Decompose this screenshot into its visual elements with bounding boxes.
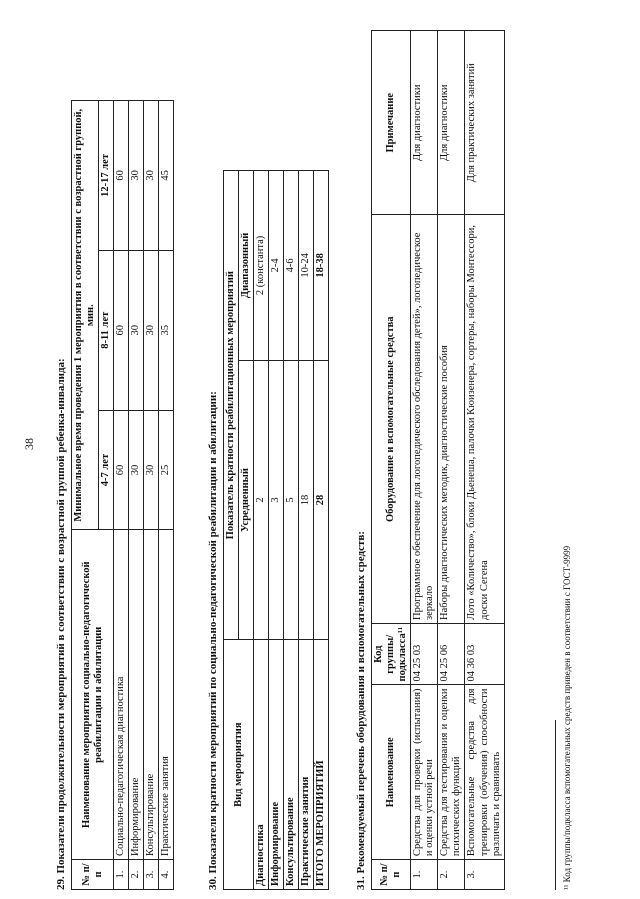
row-name: Консультирование xyxy=(144,530,159,860)
frequency-table xyxy=(223,170,329,890)
section-30-title: 30. Показатели кратности мероприятий по социально-педагогической реабилитации и абилитации: xyxy=(207,391,219,890)
cell-range: 18-38 xyxy=(314,171,329,361)
table-row xyxy=(299,171,314,890)
table-row xyxy=(411,31,438,890)
table-row xyxy=(159,101,174,890)
header-min-time: Минимальное время проведения 1 мероприятия в соответствии с возрастной группой, мин. xyxy=(72,101,99,530)
header-age-group: 12-17 лет xyxy=(99,101,114,251)
page-number: 38 xyxy=(22,438,36,450)
header-name: Наименование xyxy=(372,685,411,860)
header-num: № п/п xyxy=(72,860,114,890)
row-name: Информирование xyxy=(129,530,144,860)
row-name: Вспомогательные средства для тренировки (обучения) способности различать и сравнивать xyxy=(465,685,504,860)
cell-value: 60 xyxy=(114,101,129,251)
cell-value: 30 xyxy=(144,250,159,410)
header-event-name: Наименование мероприятия социально-педагогической реабилитации и абилитации xyxy=(72,530,114,860)
row-name: Средства для проверки (испытания) и оценки устной речи xyxy=(411,685,438,860)
row-name: Средства для тестирования и оценки психических функций xyxy=(438,685,465,860)
row-name: Социально-педагогическая диагностика xyxy=(114,530,129,860)
row-num: 1. xyxy=(114,860,129,890)
row-name: Практические занятия xyxy=(159,530,174,860)
cell-value: 30 xyxy=(129,410,144,530)
row-num: 1. xyxy=(411,860,438,890)
table-row xyxy=(144,101,159,890)
cell-range: 2-4 xyxy=(269,171,284,361)
row-name: Консультирование xyxy=(284,640,299,890)
cell-average: 28 xyxy=(314,360,329,640)
row-code: 04 25 03 xyxy=(411,624,438,685)
cell-value: 30 xyxy=(144,101,159,251)
row-name: Информирование xyxy=(269,640,284,890)
row-note: Для диагностики xyxy=(411,31,438,215)
duration-table xyxy=(71,100,174,890)
cell-average: 18 xyxy=(299,360,314,640)
cell-average: 3 xyxy=(269,360,284,640)
header-age-group: 4-7 лет xyxy=(99,410,114,530)
table-row xyxy=(438,31,465,890)
table-row xyxy=(269,171,284,890)
row-num: 2. xyxy=(129,860,144,890)
cell-value: 35 xyxy=(159,250,174,410)
row-equipment: Программное обеспечение для логопедического обследования детей», логопедическое зеркало xyxy=(411,215,438,624)
table-row xyxy=(254,171,269,890)
row-num: 2. xyxy=(438,860,465,890)
cell-range: 10-24 xyxy=(299,171,314,361)
row-name: ИТОГО МЕРОПРИЯТИЙ xyxy=(314,640,329,890)
row-note: Для диагностики xyxy=(438,31,465,215)
header-range: Диапазонный xyxy=(239,171,254,361)
table-row xyxy=(129,101,144,890)
header-average: Усредненный xyxy=(239,360,254,640)
row-code: 04 36 03 xyxy=(465,624,504,685)
row-equipment: Наборы диагностических методик, диагностические пособия xyxy=(438,215,465,624)
header-num: № п/п xyxy=(372,860,411,890)
section-31-title: 31. Рекомендуемый перечень оборудования и вспомогательных средств: xyxy=(355,531,367,890)
cell-value: 60 xyxy=(114,410,129,530)
cell-average: 2 xyxy=(254,360,269,640)
header-age-group: 8-11 лет xyxy=(99,250,114,410)
header-event-kind: Вид мероприятия xyxy=(224,640,254,890)
header-code: Код группы/ подкласса¹¹ xyxy=(372,624,411,685)
row-name: Диагностика xyxy=(254,640,269,890)
cell-value: 30 xyxy=(129,101,144,251)
cell-value: 30 xyxy=(144,410,159,530)
table-row xyxy=(465,31,504,890)
row-num: 4. xyxy=(159,860,174,890)
table-row xyxy=(114,101,129,890)
row-note: Для практических занятий xyxy=(465,31,504,215)
row-equipment: Лото «Количество», блоки Дьенеша, палочки Кюизенера, сортеры, наборы Монтессори, доски Сегена xyxy=(465,215,504,624)
header-frequency: Показатель кратности реабилитационных мероприятий xyxy=(224,171,239,640)
cell-average: 5 xyxy=(284,360,299,640)
rotated-page xyxy=(22,30,595,890)
row-name: Практические занятия xyxy=(299,640,314,890)
row-code: 04 25 06 xyxy=(438,624,465,685)
footnote-divider xyxy=(555,720,556,890)
cell-value: 60 xyxy=(114,250,129,410)
row-num: 3. xyxy=(465,860,504,890)
equipment-table xyxy=(371,30,505,890)
row-num: 3. xyxy=(144,860,159,890)
cell-value: 25 xyxy=(159,410,174,530)
cell-value: 30 xyxy=(129,250,144,410)
table-row-total xyxy=(314,171,329,890)
section-29-title: 29. Показатели продолжительности мероприятий в соответствии с возрастной группой ребенка-инвалида: xyxy=(55,358,67,890)
footnote: ¹¹ Код группы/подкласса вспомогательных средств приведен в соответствии с ГОСТ-9999 xyxy=(562,545,572,890)
table-row xyxy=(284,171,299,890)
cell-range: 2 (константа) xyxy=(254,171,269,361)
cell-value: 45 xyxy=(159,101,174,251)
header-note: Примечание xyxy=(372,31,411,215)
header-equipment: Оборудование и вспомогательные средства xyxy=(372,215,411,624)
cell-range: 4-6 xyxy=(284,171,299,361)
